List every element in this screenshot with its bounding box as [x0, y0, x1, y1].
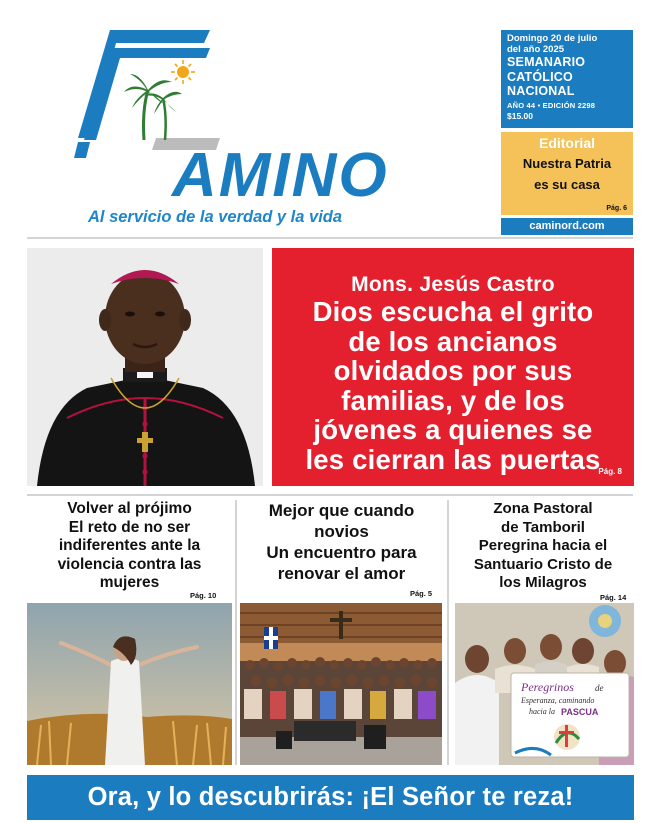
editorial-headline-line1: Nuestra Patria [522, 156, 612, 171]
sign-text-line2: de [595, 683, 604, 693]
story-2-page-ref: Pág. 5 [410, 589, 433, 598]
headline-line: violencia contra las [57, 555, 202, 573]
brand-line3: NACIONAL [507, 84, 575, 98]
prayer-banner[interactable]: Ora, y lo descubrirás: ¡El Señor te reza! [27, 775, 634, 820]
camino-logo-graphic [70, 30, 415, 205]
headline-line: novios [314, 522, 369, 541]
lead-headline-line: les cierran las puertas [305, 443, 601, 475]
brand-line2: CATÓLICO [507, 69, 573, 84]
camino-logo[interactable] [70, 30, 415, 205]
issue-info-box [501, 30, 633, 128]
sign-text-line5: PASCUA [561, 707, 599, 717]
headline-line: mujeres [99, 574, 160, 591]
story-3-page-ref: Pág. 14 [600, 593, 627, 602]
editorial-headline-line2: es su casa [534, 177, 600, 192]
palm-trees-icon [124, 74, 182, 140]
lead-headline-line: de los ancianos [348, 325, 558, 357]
headline-line: de Tamboril [501, 518, 585, 536]
lead-headline-line: olvidados por sus [333, 355, 573, 386]
edition-number: AÑO 44 • EDICIÓN 2298 [507, 100, 596, 110]
editorial-box[interactable] [501, 132, 633, 215]
issue-price: $15.00 [507, 110, 533, 121]
bishop-portrait-photo [27, 248, 263, 486]
headline-line: Santuario Cristo de [473, 555, 613, 573]
section-divider [27, 494, 633, 496]
column-divider [235, 500, 237, 765]
headline-line: Volver al prójimo [67, 500, 192, 517]
editorial-page-ref: Pág. 6 [606, 205, 627, 212]
lead-page-ref: Pág. 8 [598, 467, 622, 476]
couples-group-photo [240, 603, 442, 765]
sign-text-line3: Esperanza, caminando [521, 696, 595, 705]
jubilee-logo-icon [554, 724, 580, 750]
lead-headline-line: familias, y de los [341, 384, 565, 416]
website-link[interactable]: caminord.com [501, 218, 633, 235]
sign-text-line4: hacia la [529, 707, 555, 716]
headline-line: renovar el amor [277, 564, 406, 583]
headline-line: Peregrina hacia el [478, 537, 608, 554]
lead-story[interactable] [272, 248, 634, 486]
pilgrims-banner-photo [455, 603, 634, 765]
brand-line1: SEMANARIO [507, 55, 586, 69]
lead-headline-line: Dios escucha el grito [312, 296, 594, 327]
woman-in-field-photo [27, 603, 232, 765]
sun-icon [171, 60, 195, 84]
column-divider [447, 500, 449, 765]
story-tamboril-headline[interactable] [452, 500, 634, 593]
headline-line: El reto de no ser [68, 518, 191, 536]
masthead-divider [27, 237, 633, 239]
lead-headline-line: jóvenes a quienes se [313, 414, 593, 445]
issue-date-line1: Domingo 20 de julio [507, 33, 598, 44]
logo-wordmark: AMINO [172, 141, 389, 205]
sign-text-line1: Peregrinos [521, 680, 574, 694]
headline-line: Mejor que cuando [268, 501, 415, 520]
lead-kicker: Mons. Jesús Castro [351, 273, 555, 296]
issue-date-line2: del año 2025 [507, 44, 565, 55]
headline-line: los Milagros [499, 574, 587, 591]
story-encuentro-headline[interactable] [240, 500, 443, 584]
story-prójimo-headline[interactable] [27, 500, 232, 593]
story-1-page-ref: Pág. 10 [190, 591, 217, 600]
editorial-title: Editorial [538, 135, 595, 151]
tagline: Al servicio de la verdad y la vida [88, 208, 343, 226]
headline-line: Zona Pastoral [493, 500, 593, 517]
headline-line: Un encuentro para [266, 543, 417, 562]
headline-line: indiferentes ante la [58, 537, 201, 554]
pilgrims-sign [511, 673, 629, 757]
